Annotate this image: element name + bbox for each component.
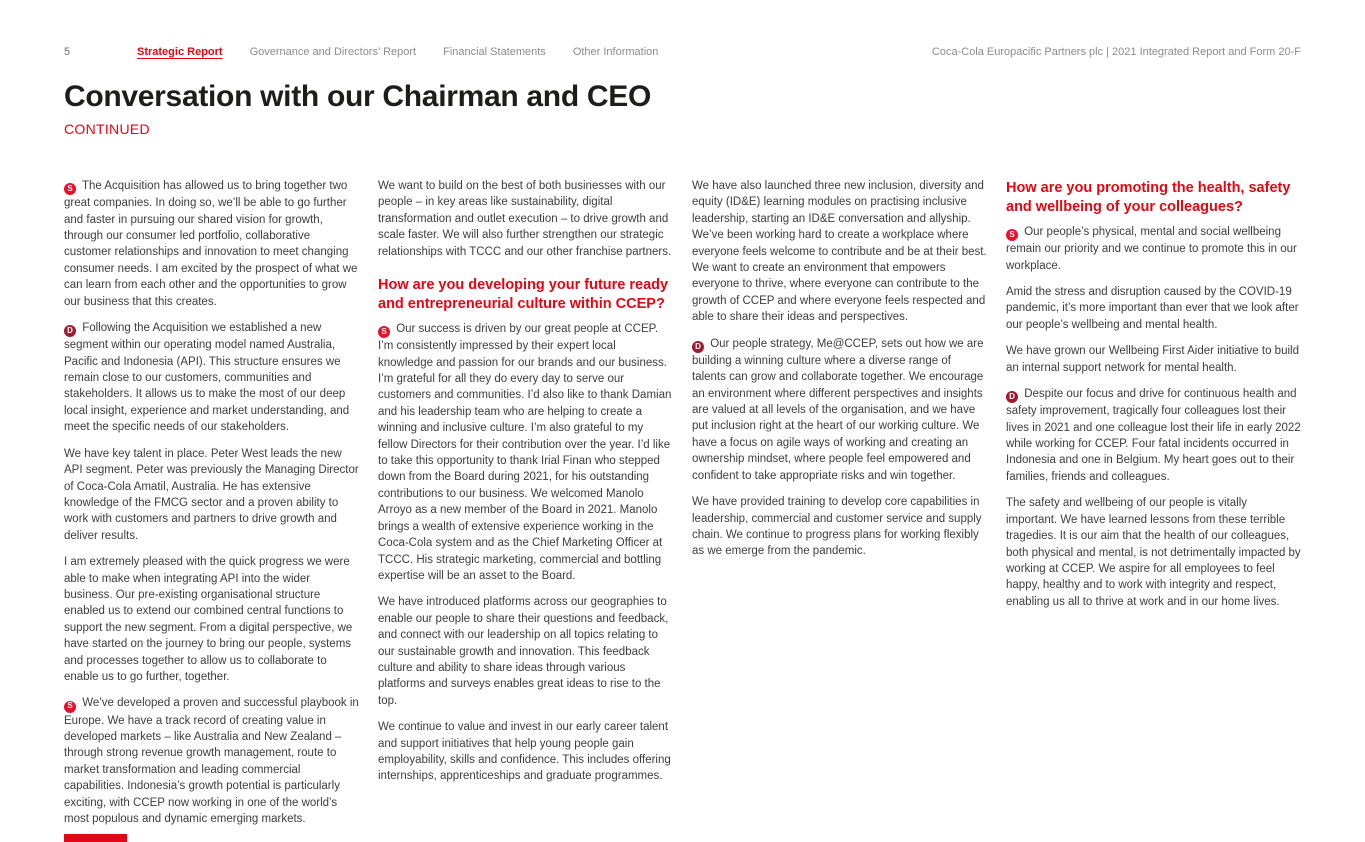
question-heading: How are you promoting the health, safety and wellbeing of your colleagues? bbox=[1006, 180, 1291, 215]
speaker-badge-s: S bbox=[64, 183, 76, 195]
paragraph: We have key talent in place. Peter West leads the new API segment. Peter was previously the Managing Director of Coca-Cola Amatil, Australia. He has extensive knowledge of the FMCG sector and a proven ability to work with customers and partners to drive growth and deliver results. bbox=[64, 447, 359, 542]
paragraph: We have provided training to develop core capabilities in leadership, commercial and customer service and supply chain. We continue to progress plans for working flexibly as we emerge from the pandemic. bbox=[692, 496, 982, 558]
paragraph: S Our success is driven by our great people at CCEP. I’m consistently impressed by their expert local knowledge and passion for our brands and our business. I’m grateful for all they do every day to serve our customers and communities. I’d also like to thank Damian and his leadership team who are helping to create a winning and inclusive culture. I’m also grateful to my fellow Directors for their contribution over the year. I’d like to take this opportunity to thank Irial Finan who stepped down from the Board during 2021, for his outstanding contributions to our business. We welcomed Manolo Arroyo as a new member of the Board in 2021. Manolo brings a wealth of extensive experience working in the Coca-Cola system and as the Chief Marketing Officer at TCCC. His strategic marketing, commercial and bottling expertise will be an asset to the Board. bbox=[378, 323, 672, 582]
paragraph: Amid the stress and disruption caused by the COVID-19 pandemic, it’s more important than ever that we look after our people’s wellbeing and mental health. bbox=[1006, 286, 1299, 331]
paragraph: D Following the Acquisition we established a new segment within our operating model named Australia, Pacific and Indonesia (API). This structure ensures we remain close to our customers, communities and stakeholders. It allows us to make the most of our deep local insight, experience and market understanding, and meet the specific needs of our stakeholders. bbox=[64, 322, 350, 434]
footer-accent-bar bbox=[64, 834, 127, 842]
article-columns bbox=[64, 178, 1301, 837]
page-title: Conversation with our Chairman and CEO bbox=[64, 80, 652, 113]
question-heading: How are you developing your future ready and entrepreneurial culture within CCEP? bbox=[378, 277, 669, 313]
paragraph: We have grown our Wellbeing First Aider initiative to build an internal support network for mental health. bbox=[1006, 345, 1299, 374]
speaker-badge-d: D bbox=[1006, 391, 1018, 403]
column-3 bbox=[692, 178, 987, 837]
paragraph: D Despite our focus and drive for continuous health and safety improvement, tragically four colleagues lost their lives in 2021 and one colleague lost their life in early 2022 while working for CCEP. Four fatal incidents occurred in Indonesia and one in Belgium. My heart goes out to their families, friends and colleagues. bbox=[1006, 388, 1301, 483]
top-nav bbox=[137, 46, 658, 58]
page-header bbox=[64, 46, 1301, 58]
speaker-badge-s: S bbox=[1006, 229, 1018, 241]
speaker-badge-s: S bbox=[64, 701, 76, 713]
nav-tab-other-information[interactable]: Other Information bbox=[572, 46, 659, 58]
paragraph: We continue to value and invest in our early career talent and support initiatives that help young people gain employability, skills and confidence. This includes offering internships, apprenticeships and graduate programmes. bbox=[378, 721, 671, 783]
paragraph: We have also launched three new inclusion, diversity and equity (ID&E) learning modules on practising inclusive leadership, starting an ID&E conversation and allyship. We’ve been working hard to create a workplace where everyone feels welcome to contribute and be at their best. We want to create an environment that empowers everyone to thrive, where everyone can contribute to the growth of CCEP and where everyone feels respected and able to share their ideas and perspectives. bbox=[692, 180, 987, 324]
paragraph: I am extremely pleased with the quick progress we were able to make when integrating API into the wider business. Our pre-existing organisational structure enabled us to extend our combined central functions to support the new segment. From a digital perspective, we have started on the journey to bring our people, systems and processes together to allow us to collaborate to enable us to go further, together. bbox=[64, 556, 353, 683]
paragraph: D Our people strategy, Me@CCEP, sets out how we are building a winning culture where a diverse range of talents can grow and collaborate together. We encourage an environment where different perspectives and insights are valued at all levels of the organisation, and we have put inclusion right at the heart of our working culture. We have a focus on agile ways of working and creating an ownership mindset, where people feel empowered and confident to take appropriate risks and win together. bbox=[692, 337, 984, 482]
nav-tab-governance-and-directors-report[interactable]: Governance and Directors’ Report bbox=[249, 46, 417, 58]
paragraph: S Our people’s physical, mental and social wellbeing remain our priority and we continue to promote this in our workplace. bbox=[1006, 226, 1297, 272]
speaker-badge-d: D bbox=[692, 341, 704, 353]
paragraph: S The Acquisition has allowed us to bring together two great companies. In doing so, we’ll be able to go further and faster in pursuing our shared vision for growth, through our consumer led portfolio, collaborative customer relationships and innovation to meet changing consumer needs. I am excited by the prospect of what we can learn from each other and the opportunities to grow our business that this creates. bbox=[64, 180, 358, 308]
paragraph: The safety and wellbeing of our people is vitally important. We have learned lessons from these terrible tragedies. It is our aim that the health of our colleagues, both physical and mental, is not detrimentally impacted by working at CCEP. We aspire for all employees to feel happy, healthy and to work with integrity and respect, enabling us all to thrive at work and in our home lives. bbox=[1006, 497, 1301, 608]
speaker-badge-s: S bbox=[378, 326, 390, 338]
speaker-badge-d: D bbox=[64, 325, 76, 337]
page-number: 5 bbox=[64, 46, 71, 58]
nav-tab-strategic-report[interactable]: Strategic Report bbox=[137, 46, 223, 58]
paragraph: We have introduced platforms across our geographies to enable our people to share their questions and feedback, and connect with our leadership on all topics relating to our sustainable growth and innovation. This feedback culture and ability to share ideas through various platforms and surveys enables great ideas to rise to the top. bbox=[378, 596, 669, 707]
nav-tab-financial-statements[interactable]: Financial Statements bbox=[443, 46, 546, 58]
column-2 bbox=[378, 178, 673, 837]
report-title: Coca-Cola Europacific Partners plc | 2021 Integrated Report and Form 20-F bbox=[931, 46, 1301, 58]
page-subtitle: CONTINUED bbox=[64, 121, 150, 137]
paragraph: S We’ve developed a proven and successful playbook in Europe. We have a track record of creating value in developed markets – like Australia and New Zealand – through strong revenue growth management, route to market transformation and leading commercial capabilities. Indonesia’s growth potential is particularly exciting, with CCEP now working in one of the world’s most populous and dynamic emerging markets. bbox=[64, 697, 359, 826]
column-4 bbox=[1006, 178, 1301, 837]
column-1 bbox=[64, 178, 359, 837]
paragraph: We want to build on the best of both businesses with our people – in key areas like sustainability, digital transformation and outlet execution – to drive growth and scale faster. We will also further strengthen our strategic relationships with TCCC and our other franchise partners. bbox=[378, 180, 672, 258]
